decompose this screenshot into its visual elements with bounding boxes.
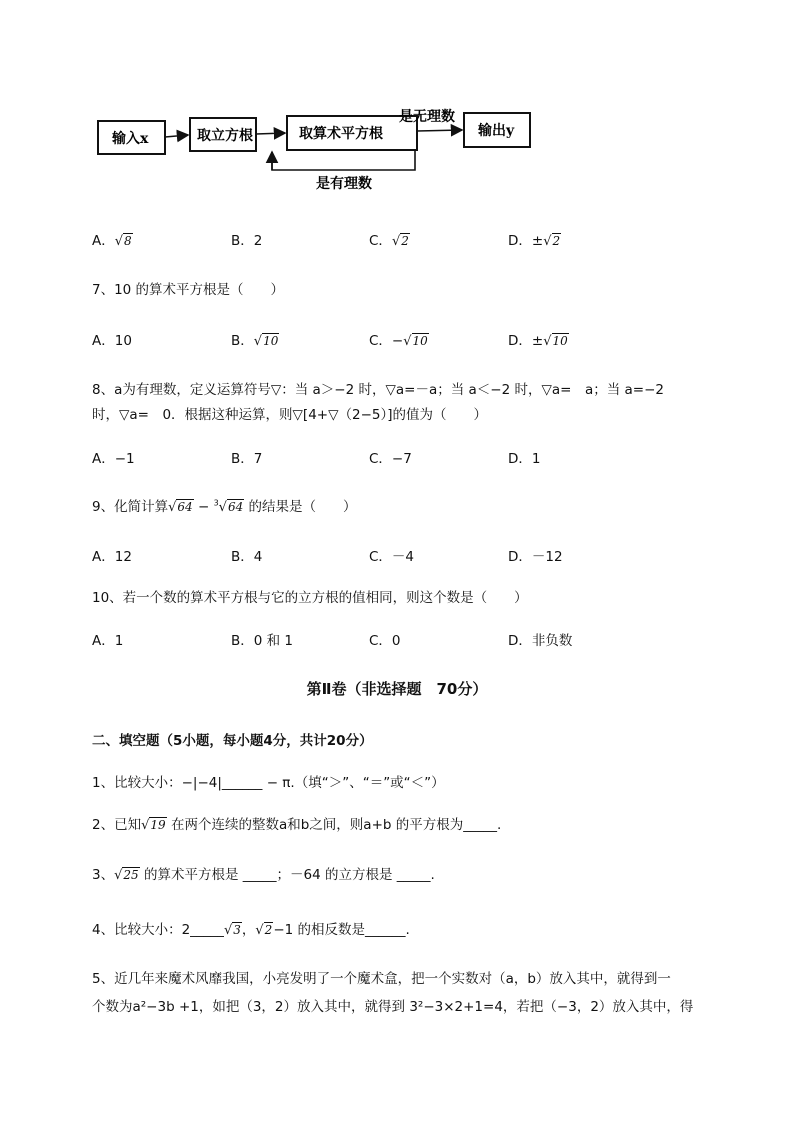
radicand: 3 (233, 923, 241, 937)
q6-option-a (92, 229, 133, 249)
flow-label-sqrt: 取算术平方根 (299, 126, 383, 142)
q9-option-b: B．4 (231, 549, 263, 565)
fill-q4-suffix: −1 的相反数是______. (273, 922, 410, 938)
q7-option-a: A．10 (92, 333, 132, 349)
q6-option-a-prefix: A． (92, 233, 115, 249)
flow-feedback-loop (272, 150, 415, 170)
flow-arrow-3 (417, 130, 462, 131)
radical: √2 (391, 234, 409, 249)
fill-q4 (92, 918, 410, 938)
radicand: 19 (150, 818, 166, 832)
radicand: 25 (123, 868, 139, 882)
radical: √10 (403, 334, 428, 349)
q8-stem-line2: 时，▽a= 0．根据这种运算，则▽[4+▽（2−5）]的值为（ ） (92, 407, 487, 423)
q10-option-c: C．0 (369, 633, 401, 649)
fill-q3 (92, 863, 435, 883)
cube-root-index: 3 (213, 498, 219, 508)
radicand: 64 (177, 500, 193, 514)
fill-q2-prefix: 2、已知 (92, 817, 142, 833)
radical: √2 (543, 234, 561, 249)
q7-option-c-prefix: C．− (369, 333, 404, 349)
fill-q5-line2: 个数为a²−3b +1，如把（3，2）放入其中，就得到 3²−3×2+1=4，若把（−3，2）放入其中，得 (92, 999, 694, 1015)
q8-stem-line1: 8、a为有理数，定义运算符号▽：当 a＞−2 时，▽a=－a；当 a＜−2 时，▽a= a；当 a=−2 (92, 382, 665, 398)
fill-q4-prefix: 4、比较大小：2_____ (92, 922, 224, 938)
fill-q4-mid: ， (241, 922, 256, 938)
fill-q2 (92, 813, 501, 833)
q6-option-c-prefix: C． (369, 233, 392, 249)
q9-stem-suffix: 的结果是（ ） (244, 499, 357, 515)
q9-option-c: C．－4 (369, 549, 415, 565)
radical: √8 (114, 234, 132, 249)
flow-label-cube-root: 取立方根 (197, 128, 253, 144)
flow-label-input: 输入x (112, 131, 149, 147)
radical: √3 (223, 923, 241, 938)
fill-q3-prefix: 3、 (92, 867, 115, 883)
radical: √2 (255, 923, 273, 938)
fill-q2-suffix: 在两个连续的整数a和b之间，则a+b 的平方根为_____. (166, 817, 502, 833)
q10-option-a: A．1 (92, 633, 124, 649)
fill-q3-suffix: 的算术平方根是 _____；－64 的立方根是 _____. (139, 867, 435, 883)
radical: √25 (114, 868, 139, 883)
fill-q5-line1: 5、近几年来魔术风靡我国，小亮发明了一个魔术盒，把一个实数对（a，b）放入其中，就得到一 (92, 971, 671, 987)
q7-option-b-prefix: B． (231, 333, 254, 349)
q8-option-a: A．−1 (92, 451, 135, 467)
q6-option-d (508, 229, 561, 249)
q6-option-b: B．2 (231, 233, 263, 249)
q9-stem (92, 495, 357, 515)
q8-option-b: B．7 (231, 451, 263, 467)
minus-sign: − (193, 499, 214, 515)
flow-label-irrational: 是无理数 (399, 109, 455, 125)
flow-label-rational: 是有理数 (316, 176, 372, 192)
radicand: 8 (124, 234, 132, 248)
radicand: 2 (264, 923, 273, 937)
q6-option-c (369, 229, 410, 249)
q10-stem: 10、若一个数的算术平方根与它的立方根的值相同，则这个数是（ ） (92, 590, 528, 606)
flow-arrow-1 (165, 135, 188, 137)
q9-option-d: D．－12 (508, 549, 563, 565)
q6-option-d-prefix: D．± (508, 233, 544, 249)
flow-arrow-2 (256, 133, 285, 134)
radical: √64 (168, 500, 193, 515)
q7-option-d (508, 329, 569, 349)
q8-option-c: C．−7 (369, 451, 412, 467)
radicand: 10 (263, 334, 279, 348)
fill-q1: 1、比较大小：−|−4|______ − π.（填“＞”、“＝”或“＜”） (92, 775, 445, 791)
section-fill-in-title: 二、填空题（5小题，每小题4分，共计20分） (92, 733, 373, 749)
radicand: 64 (227, 500, 244, 514)
cube-radical: √64 (218, 500, 244, 515)
q9-option-a: A．12 (92, 549, 132, 565)
q9-stem-prefix: 9、化简计算 (92, 499, 169, 515)
q10-option-d: D．非负数 (508, 633, 573, 649)
radicand: 10 (412, 334, 428, 348)
part2-heading: 第Ⅱ卷（非选择题 70分） (306, 680, 488, 698)
flowchart (90, 104, 550, 200)
q7-option-c (369, 329, 429, 349)
radical: √10 (543, 334, 568, 349)
radical: √19 (141, 818, 166, 833)
radicand: 10 (552, 334, 568, 348)
q10-option-b: B．0 和 1 (231, 633, 294, 649)
q7-option-d-prefix: D．± (508, 333, 544, 349)
radicand: 2 (401, 234, 409, 248)
radical: √10 (253, 334, 279, 349)
flow-label-output: 输出y (478, 123, 515, 139)
q8-option-d: D．1 (508, 451, 541, 467)
q7-stem: 7、10 的算术平方根是（ ） (92, 282, 285, 298)
q7-option-b (231, 329, 279, 349)
radicand: 2 (552, 234, 561, 248)
